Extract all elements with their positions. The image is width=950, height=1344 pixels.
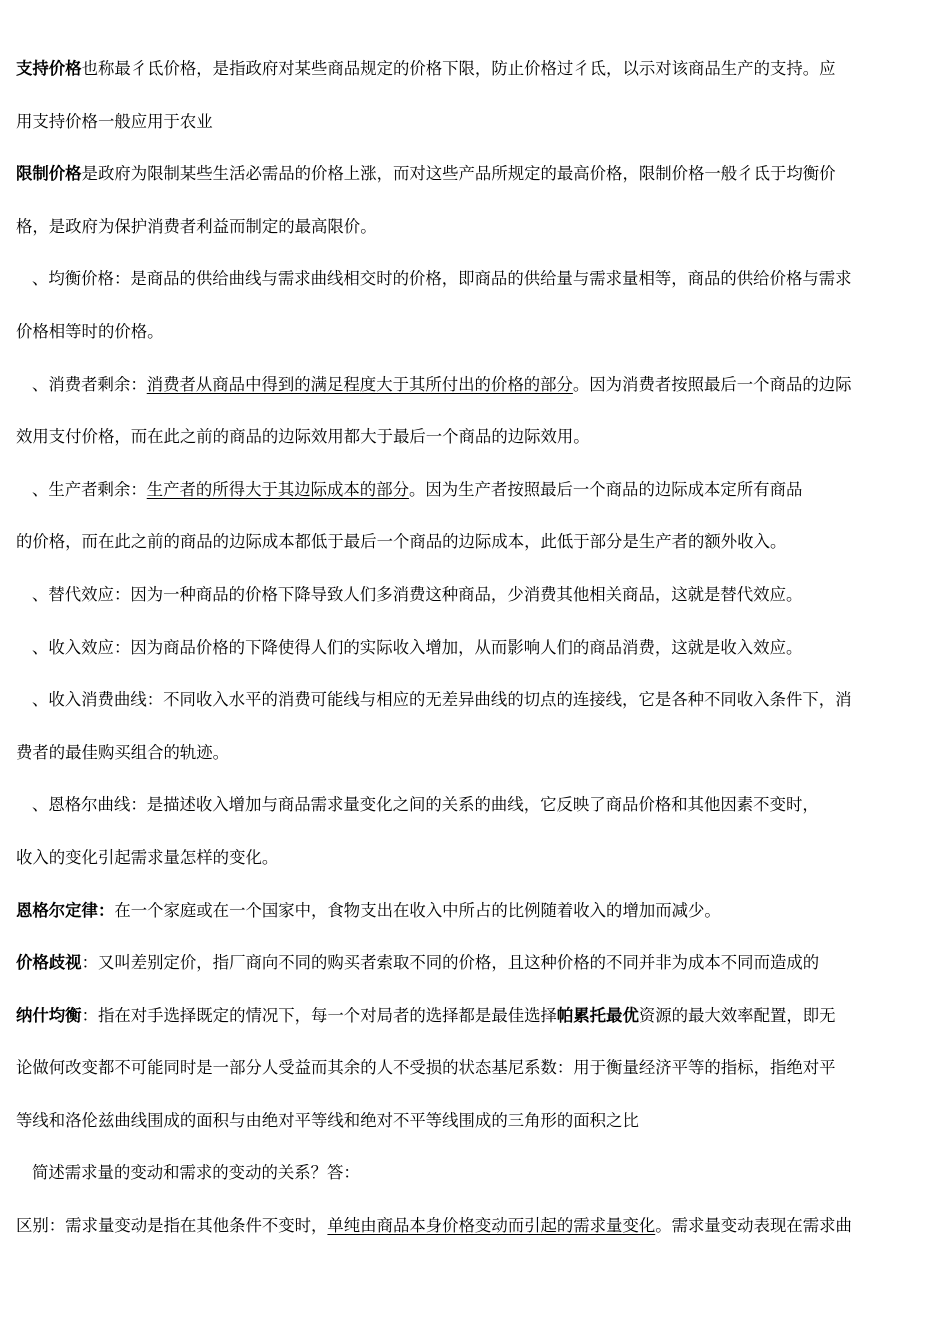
text-segment: 、生产者剩余：	[32, 479, 147, 499]
text-segment: 用支持价格一般应用于农业	[16, 111, 213, 131]
text-line-5	[16, 253, 938, 306]
text-segment: 、收入效应：因为商品价格的下降使得人们的实际收入增加，从而影响人们的商品消费，这就是收入效应。	[32, 637, 803, 657]
term-pareto-optimal: 帕累托最优	[556, 1005, 639, 1025]
text-line-16	[16, 832, 938, 885]
text-line-10	[16, 516, 938, 569]
text-line-2	[16, 96, 938, 149]
text-line-3	[16, 148, 938, 201]
term-support-price: 支持价格	[16, 59, 82, 78]
underlined-definition: 消费者从商品中得到的满足程度大于其所付出的价格的部分	[146, 374, 573, 394]
text-line-23	[16, 1200, 938, 1253]
term-nash-equilibrium: 纳什均衡	[16, 1005, 82, 1025]
text-segment: 效用支付价格，而在此之前的商品的边际效用都大于最后一个商品的边际效用。	[16, 427, 590, 447]
text-segment: 、收入消费曲线：不同收入水平的消费可能线与相应的无差异曲线的切点的连接线，它是各种不同收入条件下，消	[32, 690, 852, 710]
text-line-18	[16, 937, 938, 990]
text-segment: 格，是政府为保护消费者利益而制定的最高限价。	[16, 216, 377, 236]
underlined-definition: 生产者的所得大于其边际成本的部分	[146, 479, 409, 499]
text-segment: 区别：需求量变动是指在其他条件不变时，	[16, 1216, 328, 1236]
text-segment: 、均衡价格：是商品的供给曲线与需求曲线相交时的价格，即商品的供给量与需求量相等，商品的供给价格与需求	[32, 269, 852, 289]
text-line-11	[16, 569, 938, 622]
text-segment: ：指在对手选择既定的情况下，每一个对局者的选择都是最佳选择	[81, 1005, 557, 1025]
text-segment: 、恩格尔曲线：是描述收入增加与商品需求量变化之间的关系的曲线，它反映了商品价格和其他因素不变时，	[32, 795, 819, 815]
term-engel-law: 恩格尔定律：	[16, 900, 115, 920]
text-line-7	[16, 359, 938, 412]
text-line-19	[16, 990, 938, 1043]
text-segment: 。因为生产者按照最后一个商品的边际成本定所有商品	[408, 479, 803, 499]
text-line-17	[16, 885, 938, 938]
text-segment: 简述需求量的变动和需求的变动的关系？答：	[32, 1163, 360, 1183]
text-line-15	[16, 779, 938, 832]
text-segment: 。需求量变动表现在需求曲	[655, 1216, 852, 1236]
text-segment: 资源的最大效率配置，即无	[638, 1005, 836, 1025]
text-line-1	[16, 43, 938, 96]
text-line-9	[16, 464, 938, 517]
text-line-22	[16, 1147, 938, 1200]
underlined-definition: 单纯由商品本身价格变动而引起的需求量变化	[327, 1216, 656, 1236]
text-segment: 费者的最佳购买组合的轨迹。	[16, 742, 230, 762]
text-line-20	[16, 1042, 938, 1095]
term-price-ceiling: 限制价格	[16, 164, 82, 184]
text-segment: 、消费者剩余：	[32, 374, 147, 394]
text-segment: 论做何改变都不可能同时是一部分人受益而其余的人不受损的状态基尼系数：用于衡量经济平等的指标，指绝对平	[16, 1058, 836, 1078]
text-segment: 的价格，而在此之前的商品的边际成本都低于最后一个商品的边际成本，此低于部分是生产者的额外收入。	[16, 532, 787, 552]
text-segment: 等线和洛伦兹曲线围成的面积与由绝对平等线和绝对不平等线围成的三角形的面积之比	[16, 1110, 639, 1130]
term-price-discrimination: 价格歧视	[16, 953, 82, 973]
text-line-4	[16, 201, 938, 254]
text-line-6	[16, 306, 938, 359]
text-segment: 。因为消费者按照最后一个商品的边际	[572, 374, 852, 394]
text-segment: 收入的变化引起需求量怎样的变化。	[16, 847, 279, 867]
text-line-12	[16, 622, 938, 675]
text-line-21	[16, 1095, 938, 1148]
text-segment: 也称最彳氐价格，是指政府对某些商品规定的价格下限，防止价格过彳氐，以示对该商品生产的支持。应	[81, 59, 836, 78]
text-line-14	[16, 727, 938, 780]
text-segment: 在一个家庭或在一个国家中，食物支出在收入中所占的比例随着收入的增加而减少。	[114, 900, 721, 920]
text-segment: 价格相等时的价格。	[16, 321, 164, 341]
text-line-8	[16, 411, 938, 464]
text-line-13	[16, 674, 938, 727]
document-page	[16, 43, 938, 1253]
text-segment: 、替代效应：因为一种商品的价格下降导致人们多消费这种商品，少消费其他相关商品，这就是替代效应。	[32, 584, 803, 604]
text-segment: 是政府为限制某些生活必需品的价格上涨，而对这些产品所规定的最高价格，限制价格一般彳氐于均衡价	[81, 164, 836, 184]
text-segment: ：又叫差别定价，指厂商向不同的购买者索取不同的价格，且这种价格的不同并非为成本不同而造成的	[81, 953, 820, 973]
